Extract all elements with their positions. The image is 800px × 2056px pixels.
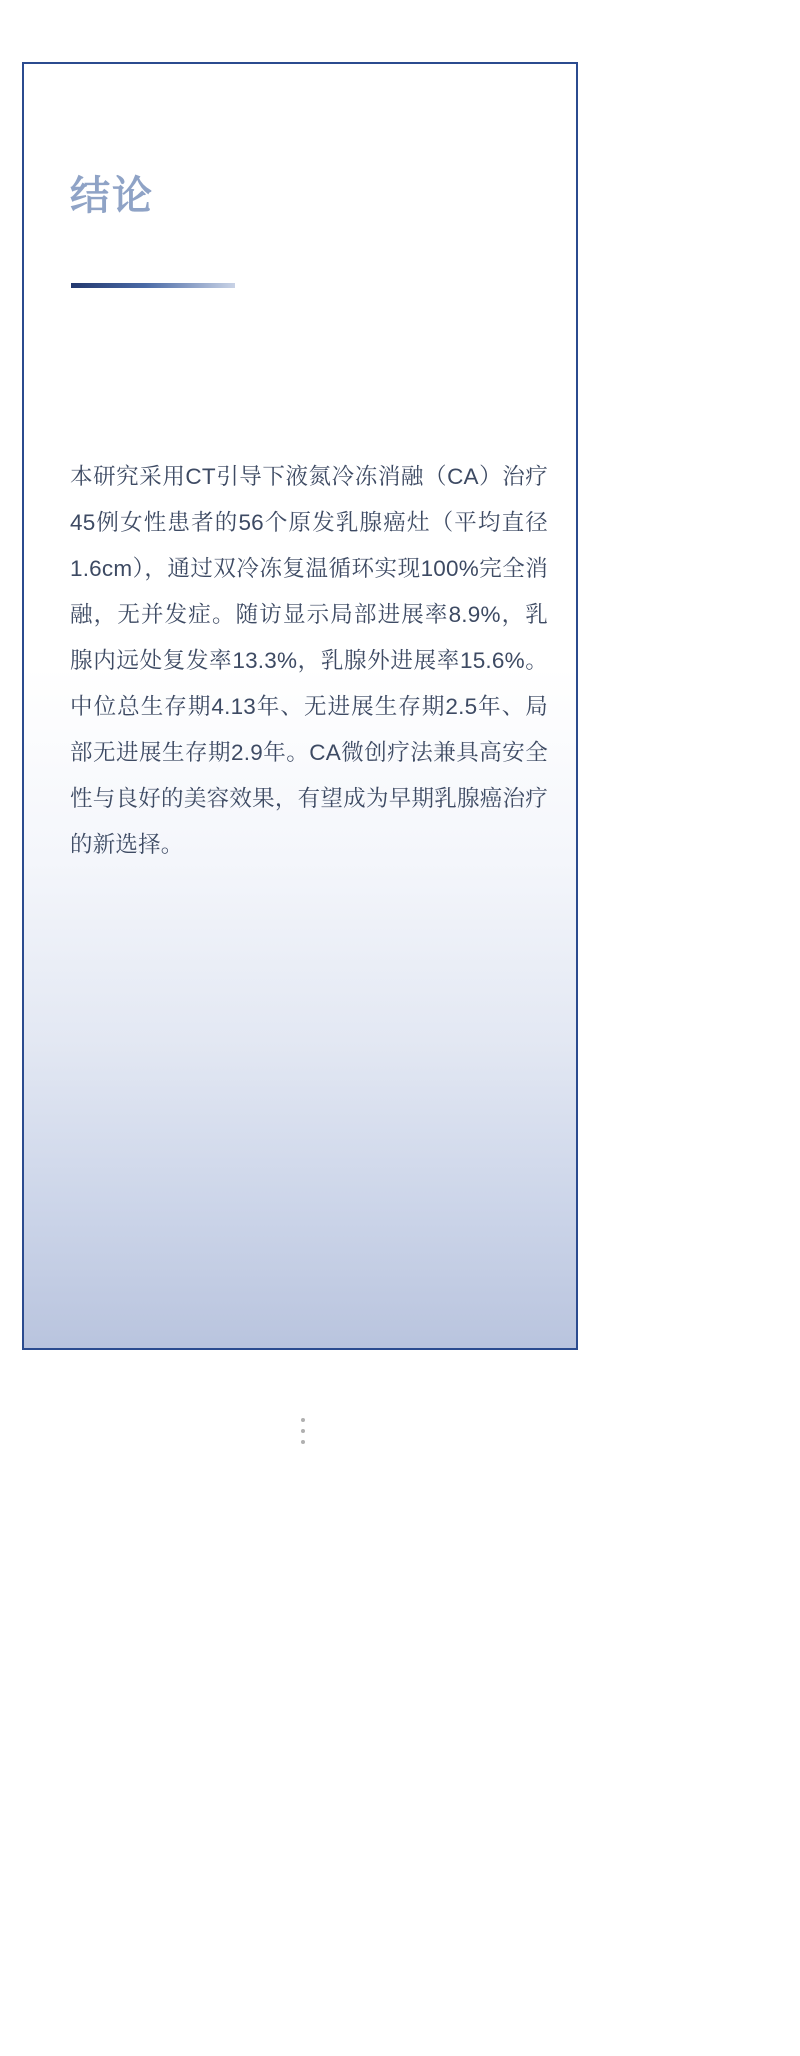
conclusion-card — [22, 62, 578, 1350]
title-underline-divider — [71, 283, 235, 288]
more-dots-indicator[interactable] — [0, 1418, 606, 1444]
conclusion-body-text: 本研究采用CT引导下液氮冷冻消融（CA）治疗45例女性患者的56个原发乳腺癌灶（平均直径1.6cm），通过双冷冻复温循环实现100%完全消融，无并发症。随访显示局部进展率8.9%，乳腺内远处复发率13.3%，乳腺外进展率15.6%。中位总生存期4.13年、无进展生存期2.5年、局部无进展生存期2.9年。CA微创疗法兼具高安全性与良好的美容效果，有望成为早期乳腺癌治疗的新选择。 — [70, 464, 548, 857]
card-inner — [24, 64, 576, 1348]
dot-icon — [301, 1418, 305, 1422]
dot-icon — [301, 1440, 305, 1444]
dot-icon — [301, 1429, 305, 1433]
page-title: 结论 — [70, 174, 154, 218]
